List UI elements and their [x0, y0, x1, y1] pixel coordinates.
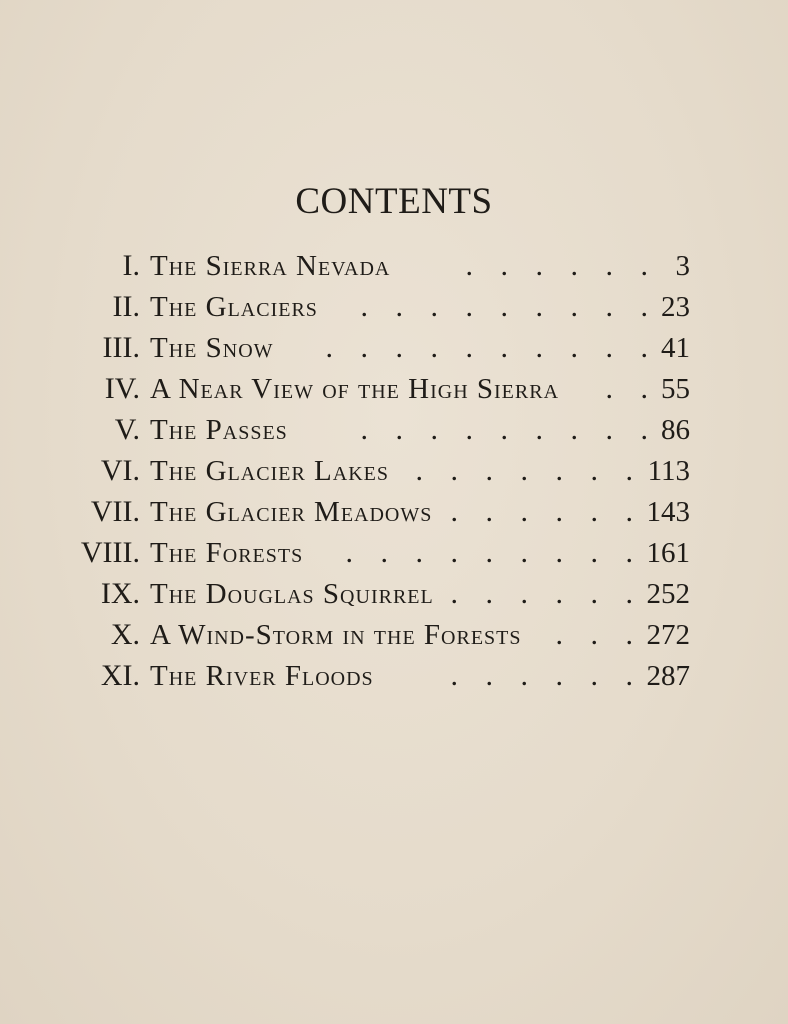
page-number: 287	[646, 660, 690, 692]
leader-dots: . . . . . . . . .	[360, 290, 648, 323]
toc-entry	[0, 575, 788, 617]
chapter-numeral: I.	[122, 249, 140, 282]
leader-dots: . . .	[555, 618, 633, 651]
toc-entry	[0, 370, 788, 412]
chapter-numeral: VIII.	[80, 536, 140, 569]
page-number: 41	[661, 332, 690, 364]
page-number: 143	[646, 496, 690, 528]
page-number: 23	[661, 291, 690, 323]
page-number: 86	[661, 414, 690, 446]
chapter-title: The Glacier Lakes	[150, 455, 389, 487]
page-number: 272	[646, 619, 690, 651]
chapter-numeral: VII.	[90, 495, 140, 528]
leader-dots: . . . . . . .	[415, 454, 633, 487]
chapter-numeral: III.	[102, 331, 140, 364]
leader-dots: . . . . . . . . .	[345, 536, 633, 569]
leader-dots: . . . . . .	[450, 577, 633, 610]
leader-dots: . . . . . .	[465, 249, 648, 282]
page-number: 161	[646, 537, 690, 569]
chapter-numeral: VI.	[100, 454, 140, 487]
chapter-title: The Snow	[150, 332, 274, 364]
chapter-numeral: II.	[112, 290, 140, 323]
leader-dots: . . . . . .	[450, 659, 633, 692]
page-number: 55	[661, 373, 690, 405]
toc-entry	[0, 247, 788, 289]
page-number: 3	[675, 250, 690, 282]
toc-entry	[0, 411, 788, 453]
toc-entry	[0, 452, 788, 494]
leader-dots: . . . . . . . . . .	[325, 331, 648, 364]
chapter-numeral: IV.	[104, 372, 140, 405]
leader-dots: . . . . . . . . .	[360, 413, 648, 446]
page-title: CONTENTS	[295, 181, 493, 222]
toc-entry	[0, 329, 788, 371]
page-number: 113	[647, 455, 690, 487]
chapter-numeral: IX.	[100, 577, 140, 610]
chapter-numeral: XI.	[100, 659, 140, 692]
chapter-title: The Glacier Meadows	[150, 496, 433, 528]
chapter-title: The Glaciers	[150, 291, 318, 323]
chapter-title: The River Floods	[150, 660, 374, 692]
toc-entry	[0, 493, 788, 535]
chapter-title: The Passes	[150, 414, 288, 446]
chapter-numeral: X.	[110, 618, 140, 651]
toc-entry	[0, 288, 788, 330]
chapter-title: The Forests	[150, 537, 304, 569]
toc-entry	[0, 657, 788, 699]
leader-dots: . .	[605, 372, 648, 405]
chapter-title: The Sierra Nevada	[150, 250, 391, 282]
leader-dots: . . . . . .	[450, 495, 633, 528]
toc-entry	[0, 534, 788, 576]
chapter-title: The Douglas Squirrel	[150, 578, 434, 610]
chapter-title: A Wind-Storm in the Forests	[150, 619, 522, 651]
toc-entry	[0, 616, 788, 658]
chapter-title: A Near View of the High Sierra	[150, 373, 560, 405]
chapter-numeral: V.	[114, 413, 140, 446]
page-number: 252	[646, 578, 690, 610]
